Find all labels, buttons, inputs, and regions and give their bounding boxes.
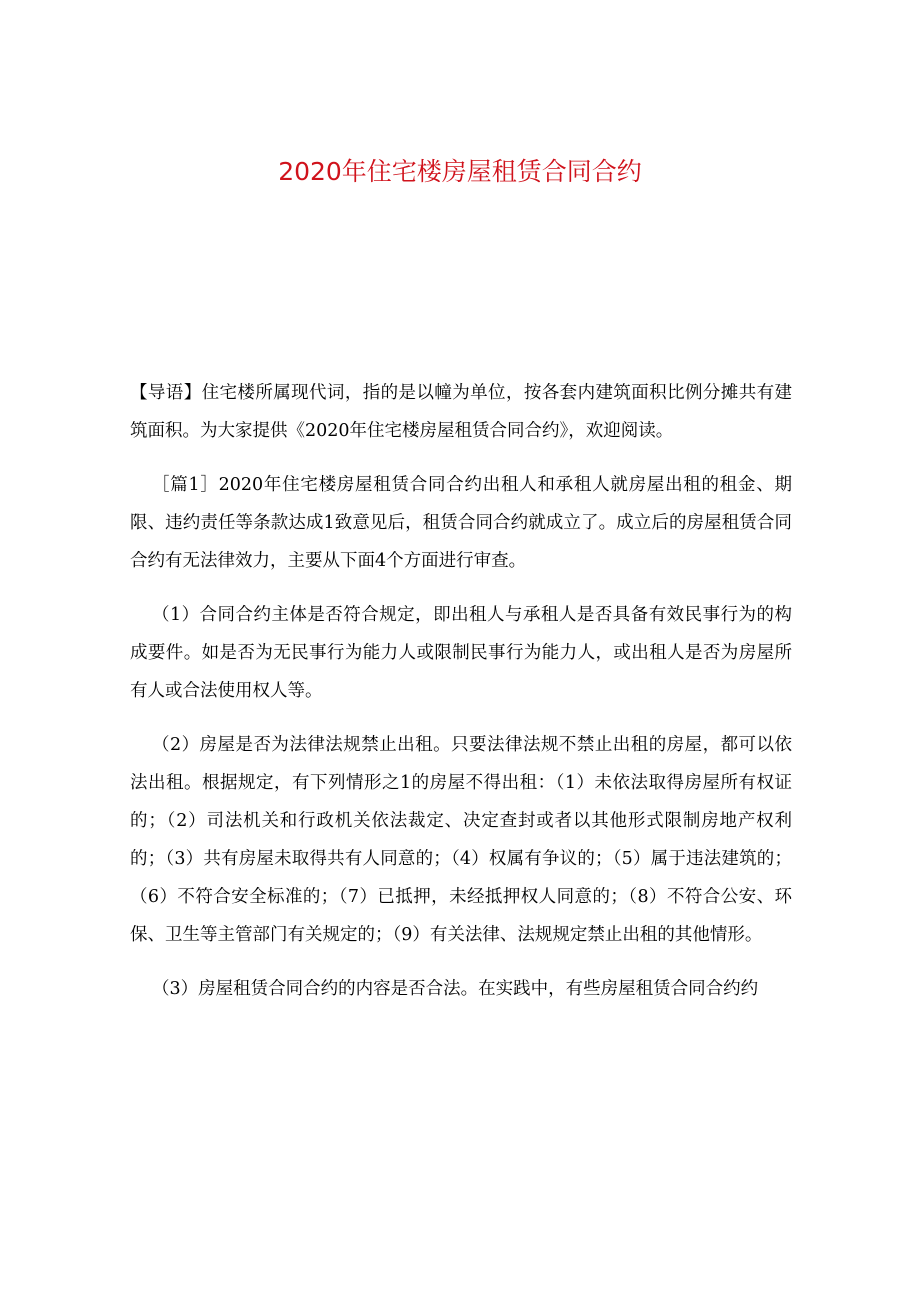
paragraph-item-3: （3）房屋租赁合同合约的内容是否合法。在实践中，有些房屋租赁合同合约约 xyxy=(152,979,759,999)
paragraph-item-1: （1）合同合约主体是否符合规定，即出租人与承租人是否具备有效民事行为的构成要件。如是否为无民事行为能力人或限制民事行为能力人，或出租人是否为房屋所有人或合法使用权人等。 xyxy=(130,605,792,701)
document-title: 2020年住宅楼房屋租赁合同合约 xyxy=(278,157,642,186)
paragraph-intro: 【导语】住宅楼所属现代词，指的是以幢为单位，按各套内建筑面积比例分摊共有建筑面积。为大家提供《2020年住宅楼房屋租赁合同合约》，欢迎阅读。 xyxy=(130,383,792,441)
document-body xyxy=(130,374,792,1024)
paragraph-article-1: ［篇1］2020年住宅楼房屋租赁合同合约出租人和承租人就房屋出租的租金、期限、违约责任等条款达成1致意见后，租赁合同合约就成立了。成立后的房屋租赁合同合约有无法律效力，主要从下面4个方面进行审查。 xyxy=(130,475,792,571)
paragraph-item-2: （2）房屋是否为法律法规禁止出租。只要法律法规不禁止出租的房屋，都可以依法出租。根据规定，有下列情形之1的房屋不得出租：（1）未依法取得房屋所有权证的；（2）司法机关和行政机关依法裁定、决定查封或者以其他形式限制房地产权利的；（3）共有房屋未取得共有人同意的；（4）权属有争议的；（5）属于违法建筑的；（6）不符合安全标准的；（7）已抵押，未经抵押权人同意的；（8）不符合公安、环保、卫生等主管部门有关规定的；（9）有关法律、法规规定禁止出租的其他情形。 xyxy=(130,735,792,945)
